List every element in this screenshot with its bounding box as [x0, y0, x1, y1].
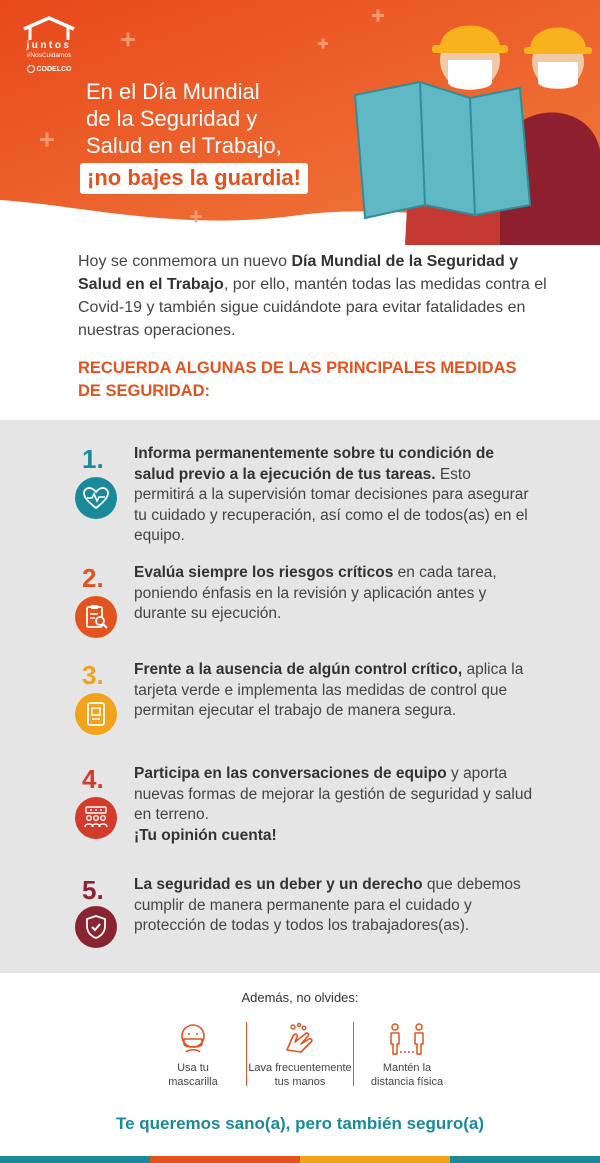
measure-text: [134, 444, 534, 547]
card-icon: [75, 693, 117, 735]
stripe-segment: [150, 1156, 300, 1163]
intro-text: , por ello, mantén todas las medidas contra el Covid-19 y también sigue cuidándote para evitar fatalidades en nuestras operaciones.: [78, 276, 547, 339]
stripe-segment: [450, 1156, 600, 1163]
tip-line: Lava frecuentemente: [248, 1062, 352, 1074]
measure-rest: y aporta nuevas formas de mejorar la gestión de seguridad y salud en terreno.: [134, 765, 533, 823]
hero-title-line: Salud en el Trabajo,: [86, 133, 282, 158]
brand-hashtag: #NosCuidamos: [26, 52, 72, 59]
tip-line: Mantén la: [382, 1062, 432, 1074]
measure-text: [134, 660, 534, 722]
measure-number: 5.: [82, 875, 104, 905]
tip-distance: [354, 1020, 460, 1095]
stripe-segment: [0, 1156, 150, 1163]
hero-banner: [0, 0, 600, 245]
color-stripe: [0, 1156, 600, 1163]
codelco-mark-icon: [27, 65, 35, 73]
measure-text: [134, 764, 534, 846]
hero-title: [86, 78, 282, 159]
tip-line: mascarilla: [168, 1076, 218, 1088]
measure-text: [134, 563, 534, 625]
tip-line: tus manos: [274, 1076, 326, 1088]
codelco-name: CODELCO: [36, 65, 72, 73]
measure-number: 2.: [82, 563, 104, 593]
hero-title-line: En el Día Mundial: [86, 79, 260, 104]
measure-bold: Informa permanentemente sobre tu condición de salud previo a la ejecución de tus tareas.: [134, 445, 495, 483]
brand-name: juntos: [26, 40, 72, 51]
tip-line: Usa tu: [177, 1062, 209, 1074]
shield-check-icon: [75, 906, 117, 948]
measure-extra: ¡Tu opinión cuenta!: [134, 826, 277, 844]
hand-wash-icon: [283, 1020, 317, 1058]
measure-bold: Evalúa siempre los riesgos críticos: [134, 564, 394, 581]
section-heading: RECUERDA ALGUNAS DE LAS PRINCIPALES MEDIDAS DE SEGURIDAD:: [78, 359, 517, 400]
tagline: Te queremos sano(a), pero también seguro(a): [115, 1114, 485, 1133]
measure-rest: aplica la tarjeta verde e implementa las medidas de control que permitan ejecutar el trabajo de manera segura.: [134, 661, 524, 719]
hero-highlight: ¡no bajes la guardia!: [80, 163, 308, 194]
codelco-logo: [18, 65, 80, 73]
reminders-heading: Además, no olvides:: [241, 990, 359, 1005]
juntos-logo: [18, 16, 80, 73]
measure-rest: en cada tarea, poniendo énfasis en la revisión y aplicación antes y durante su ejecución.: [134, 564, 497, 622]
intro-text: Hoy se conmemora un nuevo: [78, 253, 292, 270]
tip-mask: [140, 1020, 246, 1095]
face-mask-icon: [177, 1020, 209, 1058]
measure-rest: que debemos cumplir de manera permanente para el cuidado y protección de todas y todos los trabajadores(as).: [134, 876, 521, 934]
intro-bold: Día Mundial de la Seguridad y Salud en el Trabajo: [78, 253, 519, 293]
measure-number: 4.: [82, 764, 104, 794]
intro-paragraph: [78, 250, 558, 342]
clipboard-search-icon: [75, 596, 117, 638]
heart-pulse-icon: [75, 477, 117, 519]
measure-rest: Esto permitirá a la supervisión tomar decisiones para asegurar tu cuidado y recuperación, así como el de todos(as) en el equipo.: [134, 465, 529, 544]
measure-text: [134, 875, 534, 937]
measure-bold: Frente a la ausencia de algún control crítico,: [134, 661, 463, 678]
distance-icon: [387, 1020, 427, 1058]
measure-bold: La seguridad es un deber y un derecho: [134, 876, 423, 893]
tip-line: distancia física: [370, 1076, 444, 1088]
measure-bold: Participa en las conversaciones de equipo: [134, 765, 447, 782]
reminders-row: [140, 1020, 460, 1095]
house-icon: [20, 16, 78, 42]
measure-number: 3.: [82, 660, 104, 690]
team-meeting-icon: [75, 797, 117, 839]
measure-number: 1.: [82, 444, 104, 474]
stripe-segment: [300, 1156, 450, 1163]
tip-hand-wash: [247, 1020, 353, 1095]
hero-title-line: de la Seguridad y: [86, 106, 258, 131]
